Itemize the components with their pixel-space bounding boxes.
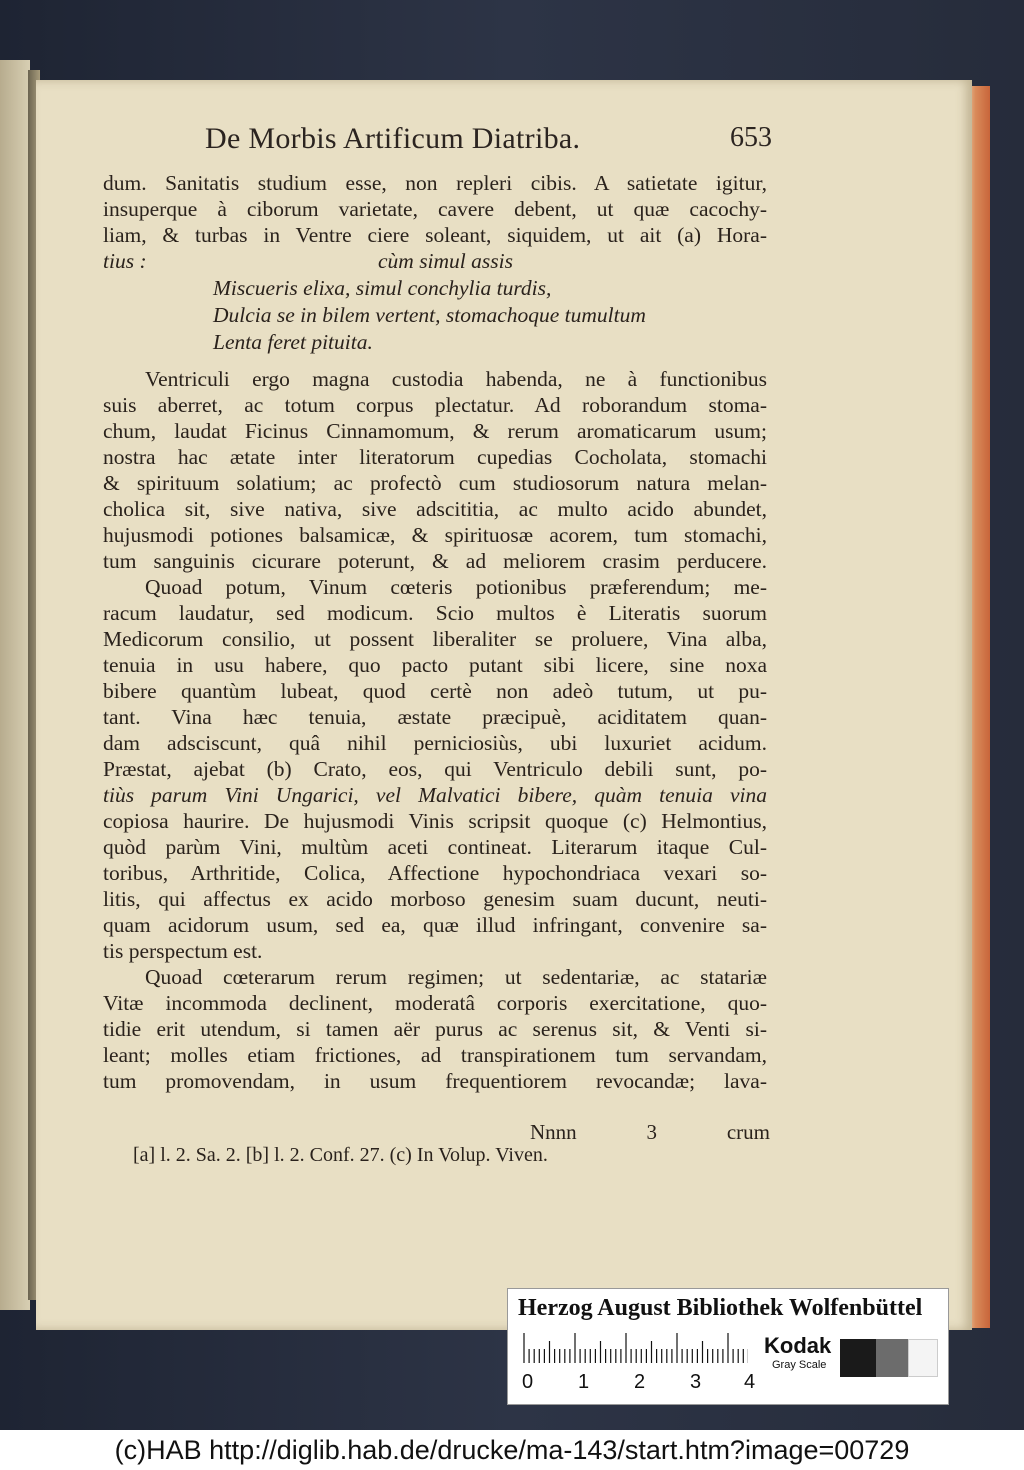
scale-number: 0 (522, 1371, 534, 1393)
verse-quote (103, 248, 767, 356)
scale-number: 1 (578, 1371, 590, 1393)
text-line: suis aberret, ac totum corpus plectatur. Ad roborandum stoma- (103, 393, 767, 417)
gray-swatch-white (908, 1339, 938, 1377)
text-line: litis, qui affectus ex acido morboso genesim suam ducunt, neuti- (103, 887, 767, 911)
text-line: liam, & turbas in Ventre ciere soleant, siquidem, ut ait (a) Hora- (103, 223, 767, 247)
signature-line (530, 1120, 770, 1145)
text-line: leant; molles etiam frictiones, ad transpirationem tum servandam, (103, 1043, 767, 1067)
text-line: toribus, Arthritide, Colica, Affectione hypochondriaca vexari so- (103, 861, 767, 885)
text-line: chum, laudat Ficinus Cinnamomum, & rerum aromaticarum usum; (103, 419, 767, 443)
body-text (103, 170, 767, 1094)
gray-swatch-black (840, 1339, 876, 1377)
text-line: tant. Vina hæc tenuia, æstate præcipuè, aciditatem quan- (103, 705, 767, 729)
paragraph-2 (103, 366, 767, 574)
text-line: quam acidorum usum, sed ea, quæ illud infringant, convenire sa- (103, 913, 767, 937)
text-line: cholica sit, sive nativa, sive adscititia, ac multo acido abundet, (103, 497, 767, 521)
text-line: racum laudatur, sed modicum. Scio multos è Literatis suorum (103, 601, 767, 625)
page-number: 653 (730, 122, 772, 153)
text-line: nostra hac ætate inter literatorum cupedias Cocholata, stomachi (103, 445, 767, 469)
text-line: tum sanguinis cicurare poterunt, & ad meliorem crasim perducere. (103, 549, 767, 573)
text-line: tiùs parum Vini Ungarici, vel Malvatici bibere, quàm tenuia vina (103, 783, 767, 807)
text-line: Ventriculi ergo magna custodia habenda, ne à functionibus (145, 367, 767, 391)
text-line: Medicorum consilio, ut possent liberaliter se proluere, Vina alba, (103, 627, 767, 651)
verse-line: cùm simul assis (378, 249, 513, 273)
signature-mark: Nnnn (530, 1120, 577, 1144)
library-color-card (507, 1288, 949, 1405)
copyright-caption: (c)HAB http://diglib.hab.de/drucke/ma-143/start.htm?image=00729 (0, 1430, 1024, 1470)
text-line: copiosa haurire. De hujusmodi Vinis scripsit quoque (c) Helmontius, (103, 809, 767, 833)
facing-page-edge (0, 60, 30, 1310)
paragraph-4 (103, 964, 767, 1094)
text-line: tenuia in usu habere, quo pacto putant sibi licere, sine noxa (103, 653, 767, 677)
text-line: Quoad cœterarum rerum regimen; ut sedentariæ, ac statariæ (145, 965, 767, 989)
text-line: insuperque à ciborum varietate, cavere debent, ut quæ cacochy- (103, 197, 767, 221)
text-line: tum promovendam, in usum frequentiorem revocandæ; lava- (103, 1069, 767, 1093)
gray-swatch-dark (876, 1339, 908, 1377)
verse-line: Lenta feret pituita. (213, 330, 373, 354)
text-line: Præstat, ajebat (b) Crato, eos, qui Ventriculo debili sunt, po- (103, 757, 767, 781)
text-line: quòd parùm Vini, multùm aceti contineat. Literarum itaque Cul- (103, 835, 767, 859)
scale-number: 3 (690, 1371, 702, 1393)
text-line: bibere quantùm lubeat, quod certè non adeò tutum, ut pu- (103, 679, 767, 703)
ruler-scale (520, 1333, 748, 1363)
running-head: De Morbis Artificum Diatriba. (205, 122, 581, 155)
scale-number: 4 (744, 1371, 756, 1393)
signature-number: 3 (646, 1120, 657, 1144)
text-line: dum. Sanitatis studium esse, non repleri cibis. A satietate igitur, (103, 171, 767, 195)
kodak-logo: Kodak (764, 1333, 832, 1358)
footnotes: [a] l. 2. Sa. 2. [b] l. 2. Conf. 27. (c) In Volup. Viven. (133, 1144, 548, 1166)
paragraph-3 (103, 574, 767, 964)
gray-scale-label: Gray Scale (772, 1359, 827, 1371)
verse-line: Miscueris elixa, simul conchylia turdis, (213, 276, 552, 300)
verse-line: Dulcia se in bilem vertent, stomachoque tumultum (213, 303, 646, 327)
library-name: Herzog August Bibliothek Wolfenbüttel (518, 1295, 923, 1321)
text-line: tius : (103, 249, 147, 273)
text-line: Vitæ incommoda declinent, moderatâ corporis exercitatione, quo- (103, 991, 767, 1015)
text-line: dam adsciscunt, quâ nihil perniciosiùs, ubi luxuriet acidum. (103, 731, 767, 755)
text-line: tis perspectum est. (103, 939, 263, 963)
scale-number: 2 (634, 1371, 646, 1393)
text-line: hujusmodi potiones balsamicæ, & spirituosæ acorem, tum stomachi, (103, 523, 767, 547)
text-line: Quoad potum, Vinum cœteris potionibus præferendum; me- (145, 575, 767, 599)
catchword: crum (726, 1120, 770, 1144)
text-line: tidie erit utendum, si tamen aër purus ac serenus sit, & Venti si- (103, 1017, 767, 1041)
text-line: & spirituum solatium; ac profectò cum studiosorum natura melan- (103, 471, 767, 495)
